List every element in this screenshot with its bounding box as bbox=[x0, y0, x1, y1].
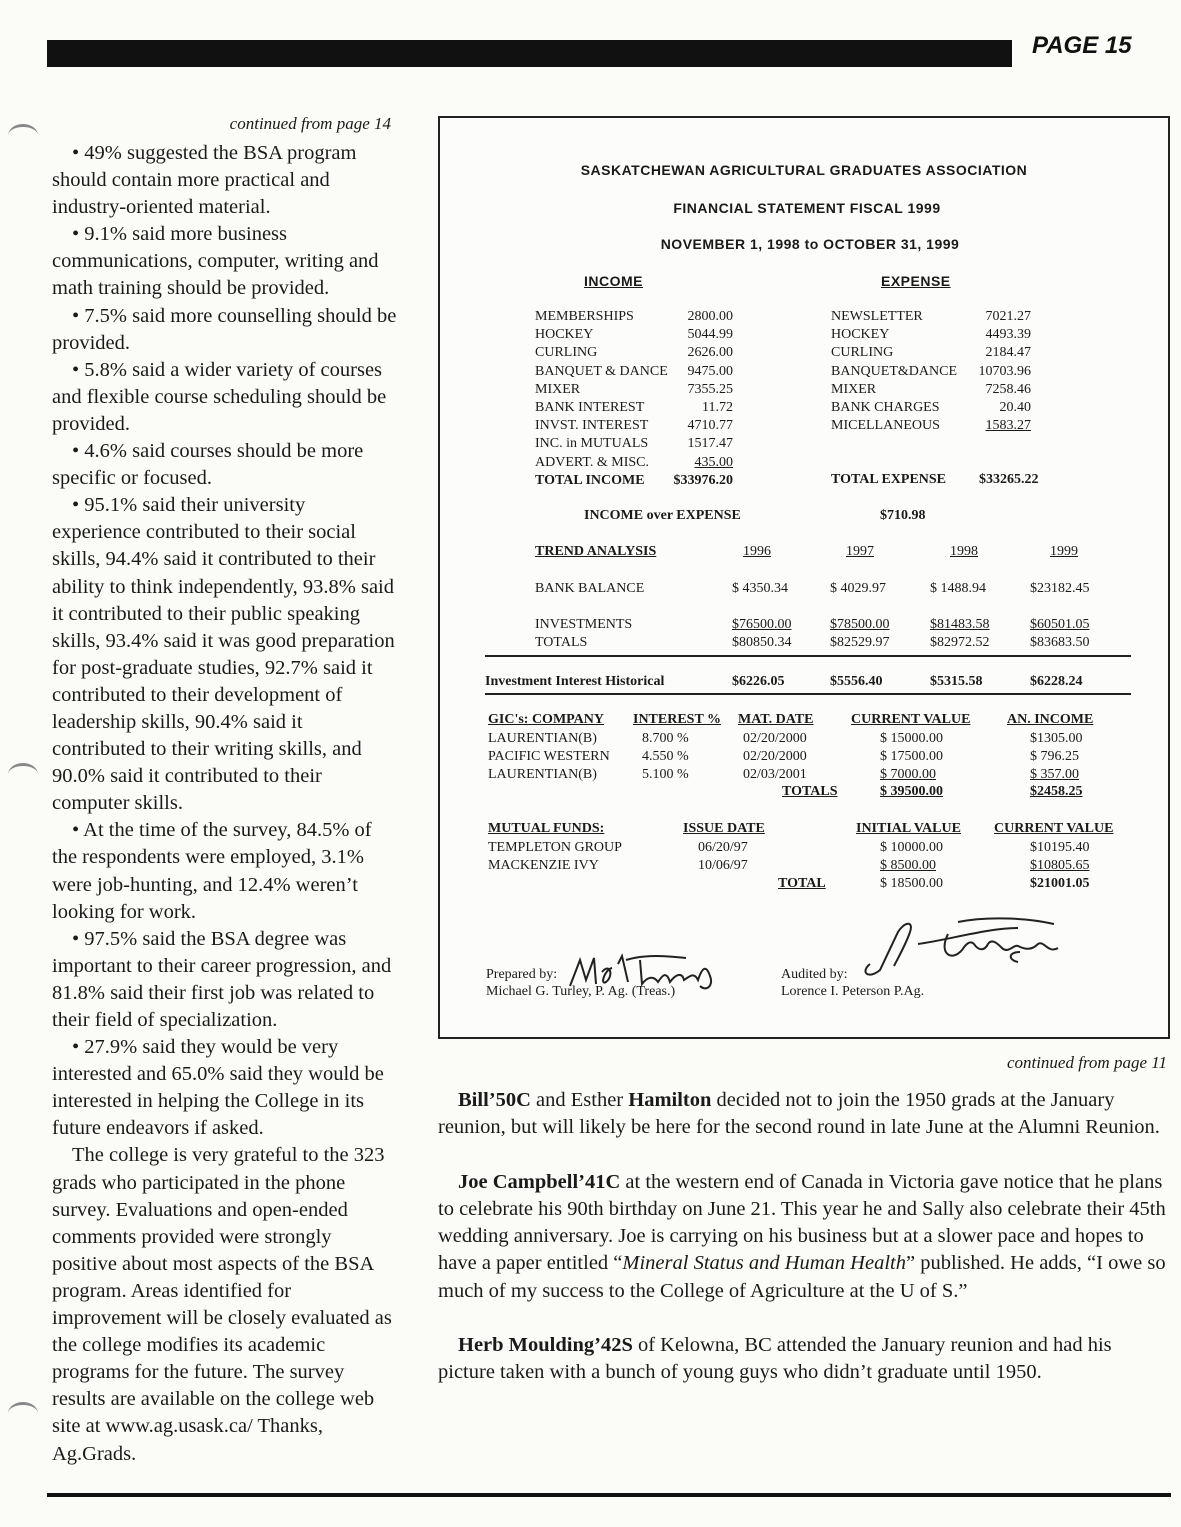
financial-statement bbox=[438, 116, 1170, 1039]
alumni-news bbox=[438, 1087, 1168, 1414]
mutual-initial bbox=[880, 839, 943, 875]
mutual-cell: $10195.40 bbox=[1030, 840, 1090, 855]
expense-value: 1583.27 bbox=[985, 418, 1031, 434]
audited-name: Lorence I. Peterson P.Ag. bbox=[781, 984, 925, 999]
gic-totals-value: $ 39500.00 bbox=[880, 784, 943, 799]
gic-dates bbox=[743, 730, 807, 784]
trend-year: 1998 bbox=[950, 544, 978, 559]
income-value: 5044.99 bbox=[687, 327, 733, 343]
mutual-total-current: $21001.05 bbox=[1030, 876, 1090, 891]
income-label: MIXER bbox=[535, 381, 581, 397]
gic-incomes bbox=[1030, 730, 1083, 784]
gic-header: AN. INCOME bbox=[1007, 712, 1094, 727]
survey-item: • At the time of the survey, 84.5% of the respondents were employed, 3.1% were job-hunting, and 12.4% weren’t looking for work. bbox=[52, 819, 372, 923]
audited-label: Audited by: bbox=[781, 967, 848, 982]
expense-value: 20.40 bbox=[999, 400, 1031, 416]
continued-note: continued from page 14 bbox=[229, 114, 391, 133]
gic-cell: 5.100 % bbox=[642, 767, 689, 782]
income-label: INC. in MUTUALS bbox=[535, 436, 649, 452]
income-value: 1517.47 bbox=[687, 436, 733, 452]
gic-cell: $ 357.00 bbox=[1030, 767, 1079, 782]
income-label: BANK INTEREST bbox=[535, 400, 645, 416]
trend-cell: $78500.00 bbox=[830, 617, 890, 632]
header-bar bbox=[47, 40, 1012, 67]
income-label: ADVERT. & MISC. bbox=[535, 454, 650, 470]
continued-note-right: continued from page 11 bbox=[1006, 1053, 1167, 1072]
statement-subtitle: FINANCIAL STATEMENT FISCAL 1999 bbox=[673, 200, 941, 216]
income-value: 435.00 bbox=[694, 454, 733, 470]
mutual-header: MUTUAL FUNDS: bbox=[488, 821, 605, 836]
survey-item: • 97.5% said the BSA degree was important to their career progression, and 81.8% said their first job was related to their field of specialization. bbox=[52, 927, 392, 1031]
income-header: INCOME bbox=[584, 273, 643, 289]
mutual-cell: $ 8500.00 bbox=[880, 858, 936, 873]
expense-value: 7258.46 bbox=[985, 381, 1031, 397]
gic-header: INTEREST % bbox=[633, 712, 722, 727]
trend-cell: $ 4029.97 bbox=[830, 581, 886, 596]
mutual-cell: 10/06/97 bbox=[698, 858, 748, 873]
expense-values bbox=[965, 308, 1031, 435]
trend-year: 1997 bbox=[846, 544, 874, 559]
income-values bbox=[665, 308, 733, 490]
trend-cell: $60501.05 bbox=[1030, 617, 1090, 632]
net-value: $710.98 bbox=[880, 508, 926, 523]
mutual-header: CURRENT VALUE bbox=[994, 821, 1114, 836]
expense-value: 10703.96 bbox=[978, 363, 1031, 379]
binder-mark bbox=[8, 124, 38, 147]
gic-totals-label: TOTALS bbox=[782, 784, 838, 799]
binder-mark bbox=[8, 1402, 38, 1425]
expense-labels bbox=[831, 308, 957, 435]
left-column bbox=[52, 112, 397, 1468]
income-value: 2626.00 bbox=[687, 345, 733, 361]
survey-item: • 9.1% said more business communications, computer, writing and math training should be provided. bbox=[52, 223, 379, 300]
expense-label: BANQUET&DANCE bbox=[831, 363, 957, 379]
expense-header: EXPENSE bbox=[881, 273, 951, 289]
trend-cell: $76500.00 bbox=[732, 617, 792, 632]
gic-cell: $ 796.25 bbox=[1030, 749, 1079, 764]
mutual-header: INITIAL VALUE bbox=[856, 821, 961, 836]
gic-header: MAT. DATE bbox=[738, 712, 814, 727]
gic-cell: $ 15000.00 bbox=[880, 731, 943, 746]
alumni-name: Bill’50C bbox=[458, 1089, 531, 1111]
gic-cell: 02/03/2001 bbox=[743, 767, 807, 782]
news-item: Joe Campbell’41C at the western end of Canada in Victoria gave notice that he plans to celebrate his 90th birthday on June 21. This year he and Sally also celebrate their 45th wedding anniversary. Joe is carrying on his business but at a slower pace and hopes to have a paper entitled “Mineral Status and Human Health” published. He adds, “I owe so much of my success to the College of Agriculture at the U of S.” bbox=[438, 1170, 1166, 1302]
income-label: MEMBERSHIPS bbox=[535, 309, 634, 324]
trend-row-label: TOTALS bbox=[535, 635, 588, 650]
expense-label: NEWSLETTER bbox=[831, 309, 923, 324]
historical-cell: $5315.58 bbox=[930, 674, 983, 689]
survey-item: • 7.5% said more counselling should be provided. bbox=[52, 304, 397, 354]
expense-label: HOCKEY bbox=[831, 327, 890, 343]
alumni-name: Joe Campbell’41C bbox=[458, 1170, 621, 1193]
gic-cell: 02/20/2000 bbox=[743, 731, 807, 746]
page-number: PAGE 15 bbox=[1032, 32, 1132, 59]
gic-values bbox=[880, 730, 943, 784]
mutual-current bbox=[1030, 839, 1090, 875]
expense-label: BANK CHARGES bbox=[831, 400, 940, 416]
prepared-name: Michael G. Turley, P. Ag. (Treas.) bbox=[486, 984, 676, 999]
income-value: 7355.25 bbox=[687, 381, 733, 397]
mutual-cell: TEMPLETON GROUP bbox=[488, 840, 622, 855]
news-item: Herb Moulding’42S of Kelowna, BC attended the January reunion and had his picture taken with a bunch of young guys who didn’t graduate until 1950. bbox=[438, 1334, 1112, 1384]
survey-item: • 4.6% said courses should be more specific or focused. bbox=[52, 440, 364, 490]
mutual-names bbox=[488, 839, 622, 875]
prepared-label: Prepared by: bbox=[486, 967, 558, 982]
trend-row-label: BANK BALANCE bbox=[535, 581, 645, 596]
gic-totals-income: $2458.25 bbox=[1030, 784, 1083, 799]
trend-title: TREND ANALYSIS bbox=[535, 544, 657, 559]
mutual-total-initial: $ 18500.00 bbox=[880, 876, 943, 891]
survey-item: • 5.8% said a wider variety of courses and flexible course scheduling should be provided. bbox=[52, 358, 387, 435]
treasurer-signature bbox=[566, 946, 726, 996]
gic-rates bbox=[642, 730, 689, 784]
gic-cell: LAURENTIAN(B) bbox=[488, 767, 597, 782]
gic-header: GIC's: COMPANY bbox=[488, 712, 605, 727]
news-item: Bill’50C and Esther Hamilton decided not to join the 1950 grads at the January reunion, but will likely be here for the second round in late June at the Alumni Reunion. bbox=[438, 1089, 1160, 1139]
total-income-label: TOTAL INCOME bbox=[535, 472, 645, 488]
statement-title: SASKATCHEWAN AGRICULTURAL GRADUATES ASSOCIATION bbox=[580, 162, 1028, 178]
total-income-value: $33976.20 bbox=[673, 472, 733, 488]
total-expense-value: $33265.22 bbox=[979, 472, 1039, 487]
gic-companies bbox=[488, 730, 610, 784]
mutual-cell: 06/20/97 bbox=[698, 840, 748, 855]
alumni-name: Hamilton bbox=[628, 1089, 712, 1111]
trend-cell: $ 4350.34 bbox=[732, 581, 788, 596]
expense-value: 4493.39 bbox=[985, 327, 1031, 343]
trend-year: 1999 bbox=[1050, 544, 1078, 559]
binder-mark bbox=[8, 763, 38, 786]
mutual-cell: $ 10000.00 bbox=[880, 840, 943, 855]
income-label: BANQUET & DANCE bbox=[535, 363, 668, 379]
mutual-total-label: TOTAL bbox=[778, 876, 826, 891]
statement-period: NOVEMBER 1, 1998 to OCTOBER 31, 1999 bbox=[660, 236, 960, 252]
income-value: 4710.77 bbox=[687, 418, 733, 434]
expense-label: CURLING bbox=[831, 345, 894, 361]
gic-header: CURRENT VALUE bbox=[851, 712, 971, 727]
trend-cell: $23182.45 bbox=[1030, 581, 1090, 596]
income-value: 9475.00 bbox=[687, 363, 733, 379]
mutual-cell: MACKENZIE IVY bbox=[488, 858, 599, 873]
historical-cell: $6228.24 bbox=[1030, 674, 1083, 689]
survey-item: • 27.9% said they would be very interested and 65.0% said they would be interested in helping the College in its future endeavors if asked. bbox=[52, 1036, 384, 1140]
survey-item: • 95.1% said their university experience contributed to their social skills, 94.4% said it contributed to their ability to think independently, 93.8% said it contributed to their public speaking skills, 93.4% said it was good preparation for post-graduate studies, 92.7% said it contributed to their development of leadership skills, 90.4% said it contributed to their writing skills, and 90.0% said it contributed to their computer skills. bbox=[52, 494, 395, 815]
mutual-dates bbox=[698, 839, 748, 875]
income-label: INVST. INTEREST bbox=[535, 418, 649, 434]
gic-cell: 4.550 % bbox=[642, 749, 689, 764]
survey-item: • 49% suggested the BSA program should contain more practical and industry-oriented material. bbox=[52, 142, 357, 219]
gic-cell: 8.700 % bbox=[642, 731, 689, 746]
trend-cell: $83683.50 bbox=[1030, 635, 1090, 650]
auditor-signature bbox=[858, 914, 1098, 984]
income-labels bbox=[535, 308, 668, 490]
alumni-name: Herb Moulding’42S bbox=[458, 1334, 633, 1357]
income-value: 2800.00 bbox=[687, 309, 733, 324]
trend-cell: $82529.97 bbox=[830, 635, 890, 650]
paper-title: Mineral Status and Human Health bbox=[622, 1252, 906, 1275]
expense-value: 7021.27 bbox=[985, 309, 1031, 324]
closing-paragraph: The college is very grateful to the 323 grads who participated in the phone survey. Evaluations and open-ended comments provided were strongly positive about most aspects of the BSA program. Areas identified for improvement will be closely evaluated as the college modifies its academic programs for the future. The survey results are available on the college web site at www.ag.usask.ca/ Thanks, Ag.Grads. bbox=[52, 1144, 392, 1465]
expense-label: MICELLANEOUS bbox=[831, 418, 940, 434]
expense-label: MIXER bbox=[831, 381, 877, 397]
income-label: CURLING bbox=[535, 345, 598, 361]
footer-rule bbox=[47, 1493, 1171, 1497]
trend-year: 1996 bbox=[743, 544, 771, 559]
trend-cell: $80850.34 bbox=[732, 635, 792, 650]
divider-rule bbox=[485, 693, 1131, 695]
gic-cell: $1305.00 bbox=[1030, 731, 1083, 746]
gic-cell: $ 7000.00 bbox=[880, 767, 936, 782]
trend-cell: $81483.58 bbox=[930, 617, 990, 632]
gic-cell: LAURENTIAN(B) bbox=[488, 731, 597, 746]
total-expense-label: TOTAL EXPENSE bbox=[831, 472, 947, 487]
divider-rule bbox=[485, 655, 1131, 657]
historical-cell: $6226.05 bbox=[732, 674, 785, 689]
historical-label: Investment Interest Historical bbox=[485, 674, 665, 689]
trend-row-label: INVESTMENTS bbox=[535, 617, 633, 632]
historical-cell: $5556.40 bbox=[830, 674, 883, 689]
gic-cell: 02/20/2000 bbox=[743, 749, 807, 764]
expense-value: 2184.47 bbox=[985, 345, 1031, 361]
income-label: HOCKEY bbox=[535, 327, 594, 343]
trend-cell: $ 1488.94 bbox=[930, 581, 986, 596]
mutual-cell: $10805.65 bbox=[1030, 858, 1090, 873]
mutual-header: ISSUE DATE bbox=[683, 821, 765, 836]
net-label: INCOME over EXPENSE bbox=[584, 508, 741, 523]
gic-cell: $ 17500.00 bbox=[880, 749, 943, 764]
gic-cell: PACIFIC WESTERN bbox=[488, 749, 610, 764]
income-value: 11.72 bbox=[702, 400, 733, 416]
trend-cell: $82972.52 bbox=[930, 635, 990, 650]
